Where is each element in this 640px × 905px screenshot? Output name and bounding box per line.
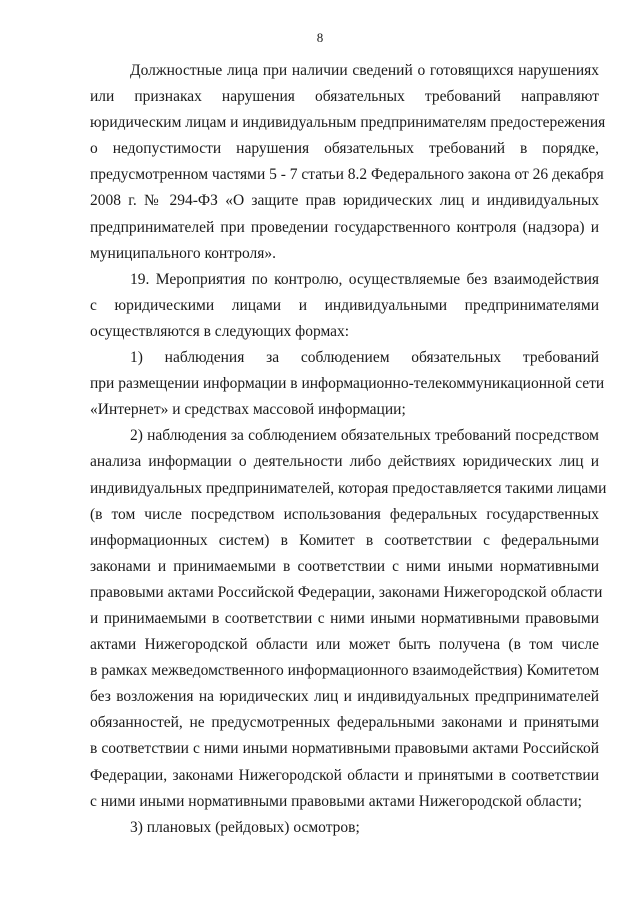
text-line: Должностные лица при наличии сведений о готовящихся нарушениях — [130, 62, 599, 79]
text-line: без возложения на юридических лиц и индивидуальных предпринимателей — [90, 688, 599, 706]
text-line: 1) наблюдения за соблюдением обязательных требований — [130, 349, 599, 367]
text-line: 19. Мероприятия по контролю, осуществляемые без взаимодействия — [130, 270, 599, 288]
text-line: муниципального контроля». — [90, 244, 277, 262]
text-line: актами Нижегородской области или может быть получена (в том числе — [90, 636, 599, 654]
text-line: индивидуальных предпринимателей, которая предоставляется такими лицами — [90, 479, 607, 497]
text-line: юридическим лицам и индивидуальным предпринимателям предостережения — [90, 114, 606, 132]
paragraph — [90, 423, 607, 814]
paragraph — [90, 267, 599, 345]
text-line: Федерации, законами Нижегородской области и принятыми в соответствии — [90, 766, 599, 784]
text-line: 3) плановых (рейдовых) осмотров; — [130, 818, 360, 836]
text-line: 2) наблюдения за соблюдением обязательных требований посредством — [130, 427, 599, 445]
text-line: в соответствии с ними иными нормативными правовыми актами Российской — [90, 740, 599, 758]
text-line: законами и принимаемыми в соответствии с ними иными нормативными — [90, 557, 599, 575]
paragraph — [90, 58, 606, 267]
text-line: «Интернет» и средствах массовой информации; — [90, 401, 406, 419]
text-line: предусмотренном частями 5 - 7 статьи 8.2 Федерального закона от 26 декабря — [90, 166, 604, 184]
text-line: информационных систем) в Комитет в соответствии с федеральными — [90, 531, 599, 549]
text-line: анализа информации о деятельности либо действиях юридических лиц и — [90, 453, 599, 471]
text-line: с ними иными нормативными правовыми актами Нижегородской области; — [90, 792, 582, 810]
text-line: 2008 г. № 294-ФЗ «О защите прав юридических лиц и индивидуальных — [90, 192, 599, 210]
paragraph — [90, 815, 599, 841]
text-line: и принимаемыми в соответствии с ними иными нормативными правовыми — [90, 609, 599, 627]
text-line: или признаках нарушения обязательных требований направляют — [90, 88, 599, 106]
page-number: 8 — [316, 30, 324, 45]
text-line: в рамках межведомственного информационного взаимодействия) Комитетом — [90, 662, 600, 680]
text-line: (в том числе посредством использования федеральных государственных — [90, 505, 599, 523]
text-line: осуществляются в следующих формах: — [90, 322, 350, 340]
text-line: обязанностей, не предусмотренных федеральными законами и принятыми — [90, 714, 599, 732]
paragraph — [90, 345, 605, 423]
text-line: при размещении информации в информационно-телекоммуникационной сети — [90, 375, 605, 393]
text-line: с юридическими лицами и индивидуальными предпринимателями — [90, 296, 599, 314]
text-line: предпринимателей при проведении государственного контроля (надзора) и — [90, 218, 599, 236]
text-line: о недопустимости нарушения обязательных требований в порядке, — [90, 140, 599, 158]
document-body — [90, 58, 607, 841]
text-line: правовыми актами Российской Федерации, законами Нижегородской области — [90, 583, 603, 601]
